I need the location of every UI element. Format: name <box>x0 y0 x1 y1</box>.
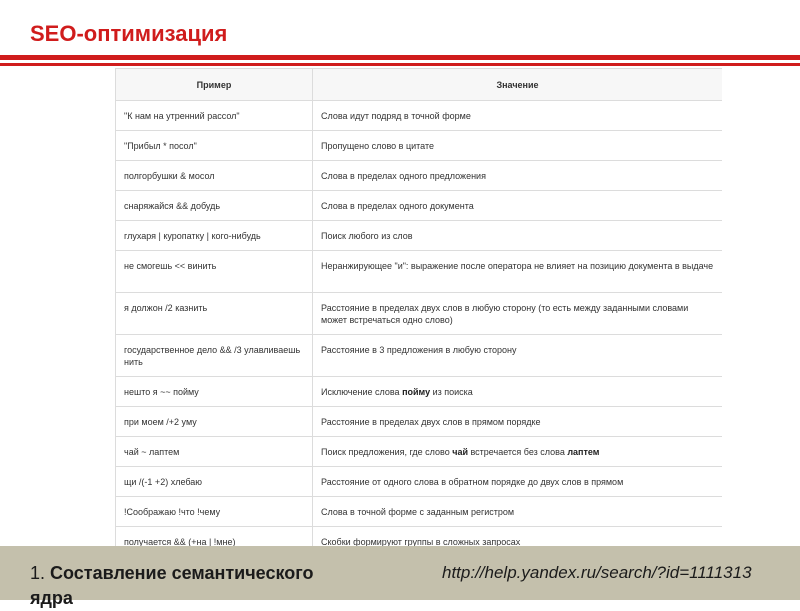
meaning-keyword: чай <box>452 447 468 457</box>
table-row <box>116 377 723 407</box>
example-cell: я должон /2 казнить <box>116 293 313 335</box>
top-divider-bar <box>0 55 800 60</box>
operators-table-container <box>115 68 722 546</box>
table-row <box>116 101 723 131</box>
footer-caption-text: Составление семантического ядра <box>30 563 314 608</box>
table-row <box>116 293 723 335</box>
footer-number: 1. <box>30 563 46 583</box>
example-cell: полгорбушки & мосол <box>116 161 313 191</box>
example-cell: при моем /+2 уму <box>116 407 313 437</box>
meaning-cell: Поиск любого из слов <box>313 221 723 251</box>
example-cell: щи /(-1 +2) хлебаю <box>116 467 313 497</box>
example-cell: нешто я ~~ пойму <box>116 377 313 407</box>
meaning-cell <box>313 377 723 407</box>
meaning-keyword: пойму <box>402 387 431 397</box>
example-cell: глухаря | куропатку | кого-нибудь <box>116 221 313 251</box>
table-row <box>116 221 723 251</box>
table-row <box>116 437 723 467</box>
meaning-cell: Расстояние в 3 предложения в любую сторону <box>313 335 723 377</box>
example-cell: не смогешь << винить <box>116 251 313 293</box>
column-header-meaning: Значение <box>313 69 723 101</box>
meaning-cell: Расстояние в пределах двух слов в любую сторону (то есть между заданными словами может встречаться одно слово) <box>313 293 723 335</box>
example-cell: "Прибыл * посол" <box>116 131 313 161</box>
meaning-cell: Пропущено слово в цитате <box>313 131 723 161</box>
meaning-cell: Скобки формируют группы в сложных запросах <box>313 527 723 547</box>
meaning-cell: Расстояние от одного слова в обратном порядке до двух слов в прямом <box>313 467 723 497</box>
table-row <box>116 335 723 377</box>
table-row <box>116 251 723 293</box>
column-header-example: Пример <box>116 69 313 101</box>
table-row <box>116 161 723 191</box>
example-cell: получается && (+на | !мне) <box>116 527 313 547</box>
meaning-text: Поиск предложения, где слово <box>321 447 453 457</box>
table-row <box>116 191 723 221</box>
operators-table <box>115 68 722 546</box>
example-cell: снаряжайся && добудь <box>116 191 313 221</box>
example-cell: чай ~ лаптем <box>116 437 313 467</box>
example-cell: государственное дело && /3 улавливаешь нить <box>116 335 313 377</box>
footer-bar <box>0 546 800 608</box>
table-row <box>116 407 723 437</box>
example-cell: "К нам на утренний рассол" <box>116 101 313 131</box>
meaning-cell: Слова в пределах одного документа <box>313 191 723 221</box>
table-row <box>116 527 723 547</box>
meaning-cell: Неранжирующее "и": выражение после оператора не влияет на позицию документа в выдаче <box>313 251 723 293</box>
example-cell: !Соображаю !что !чему <box>116 497 313 527</box>
meaning-keyword: лаптем <box>567 447 600 457</box>
meaning-text: встречается без слова <box>467 447 568 457</box>
slide-title: SEO-оптимизация <box>30 21 228 46</box>
table-row <box>116 131 723 161</box>
footer-url-link[interactable]: http://help.yandex.ru/search/?id=1111313 <box>442 563 752 582</box>
top-divider-bar-thin <box>0 63 800 66</box>
meaning-text: Исключение слова <box>321 387 403 397</box>
table-row <box>116 467 723 497</box>
meaning-cell: Слова в пределах одного предложения <box>313 161 723 191</box>
meaning-cell <box>313 437 723 467</box>
meaning-cell: Расстояние в пределах двух слов в прямом порядке <box>313 407 723 437</box>
meaning-cell: Слова идут подряд в точной форме <box>313 101 723 131</box>
meaning-text: из поиска <box>430 387 473 397</box>
footer-caption <box>30 561 360 611</box>
table-row <box>116 497 723 527</box>
meaning-cell: Слова в точной форме с заданным регистром <box>313 497 723 527</box>
